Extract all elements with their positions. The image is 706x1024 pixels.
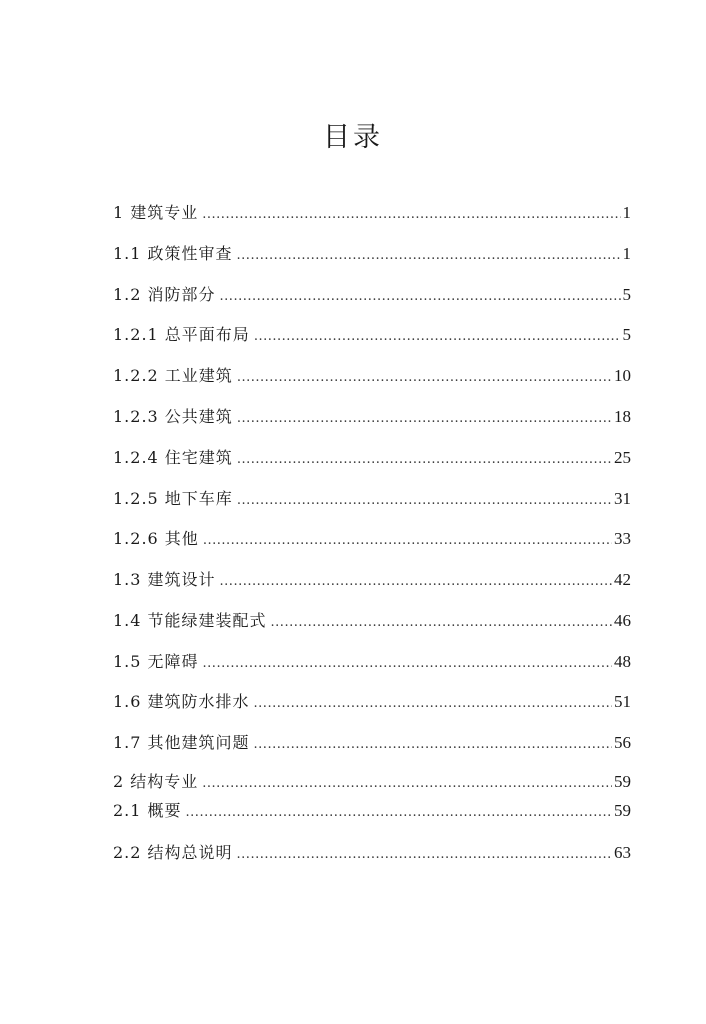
toc-entry-label: 1.5 无障碍 <box>113 652 199 671</box>
toc-entry[interactable] <box>113 689 631 715</box>
toc-entry[interactable] <box>113 486 631 512</box>
toc-entry-page: 10 <box>614 366 631 385</box>
dot-leader <box>237 365 612 391</box>
toc-entry-label: 1.2.1 总平面布局 <box>113 325 250 344</box>
toc-entry-label: 1.2.6 其他 <box>113 529 199 548</box>
toc-entry[interactable] <box>113 769 631 795</box>
toc-entry-label: 1.7 其他建筑问题 <box>113 733 250 752</box>
dot-leader <box>237 488 612 514</box>
toc-entry[interactable] <box>113 798 631 824</box>
dot-leader <box>237 447 612 473</box>
dot-leader <box>254 324 621 350</box>
dot-leader <box>237 842 612 868</box>
toc-entry-label: 1.6 建筑防水排水 <box>113 692 250 711</box>
toc-entry-page: 5 <box>622 325 631 344</box>
dot-leader <box>271 610 612 636</box>
dot-leader <box>203 651 612 677</box>
toc-entry-page: 1 <box>622 244 631 263</box>
toc-entry-page: 51 <box>614 692 631 711</box>
dot-leader <box>186 800 612 826</box>
toc-entry-page: 25 <box>614 448 631 467</box>
toc-entry-label: 1.2.2 工业建筑 <box>113 366 233 385</box>
toc-entry[interactable] <box>113 608 631 634</box>
toc-entry[interactable] <box>113 241 631 267</box>
toc-entry[interactable] <box>113 730 631 756</box>
toc-entry-label: 1.4 节能绿建装配式 <box>113 611 267 630</box>
toc-entry-label: 2.1 概要 <box>113 801 182 820</box>
toc-entry-page: 33 <box>614 529 631 548</box>
toc-entry-page: 59 <box>614 801 631 820</box>
toc-entry[interactable] <box>113 363 631 389</box>
dot-leader <box>237 243 621 269</box>
toc-entry-label: 1.2 消防部分 <box>113 285 216 304</box>
toc-entry-page: 56 <box>614 733 631 752</box>
dot-leader <box>254 732 612 758</box>
toc-entry-page: 48 <box>614 652 631 671</box>
toc-entry[interactable] <box>113 445 631 471</box>
toc-entry-label: 1.2.4 住宅建筑 <box>113 448 233 467</box>
toc-entry-page: 1 <box>622 203 631 222</box>
toc-entry-label: 2.2 结构总说明 <box>113 843 233 862</box>
toc-entry-page: 31 <box>614 489 631 508</box>
toc-entry-label: 1.2.5 地下车库 <box>113 489 233 508</box>
toc-entry[interactable] <box>113 526 631 552</box>
toc-entry-label: 1.3 建筑设计 <box>113 570 216 589</box>
dot-leader <box>202 771 612 797</box>
toc-entry[interactable] <box>113 404 631 430</box>
dot-leader <box>203 528 612 554</box>
toc-entry[interactable] <box>113 200 631 226</box>
toc-entry-label: 1.1 政策性审查 <box>113 244 233 263</box>
toc-entry-label: 1 建筑专业 <box>113 203 199 222</box>
toc-entry-page: 18 <box>614 407 631 426</box>
toc-entry[interactable] <box>113 567 631 593</box>
toc-entry-label: 2 结构专业 <box>113 772 199 791</box>
toc-entry-label: 1.2.3 公共建筑 <box>113 407 233 426</box>
toc-entry-page: 59 <box>614 772 631 791</box>
dot-leader <box>254 691 612 717</box>
dot-leader <box>237 406 612 432</box>
toc-entry[interactable] <box>113 322 631 348</box>
toc-entry[interactable] <box>113 282 631 308</box>
dot-leader <box>220 569 612 595</box>
toc-entry-page: 63 <box>614 843 631 862</box>
toc-entry-page: 42 <box>614 570 631 589</box>
toc-entry[interactable] <box>113 649 631 675</box>
toc-entry-page: 5 <box>622 285 631 304</box>
toc-entry[interactable] <box>113 840 631 866</box>
toc-entry-page: 46 <box>614 611 631 630</box>
page-title: 目录 <box>323 122 383 153</box>
dot-leader <box>220 284 621 310</box>
dot-leader <box>202 202 620 228</box>
